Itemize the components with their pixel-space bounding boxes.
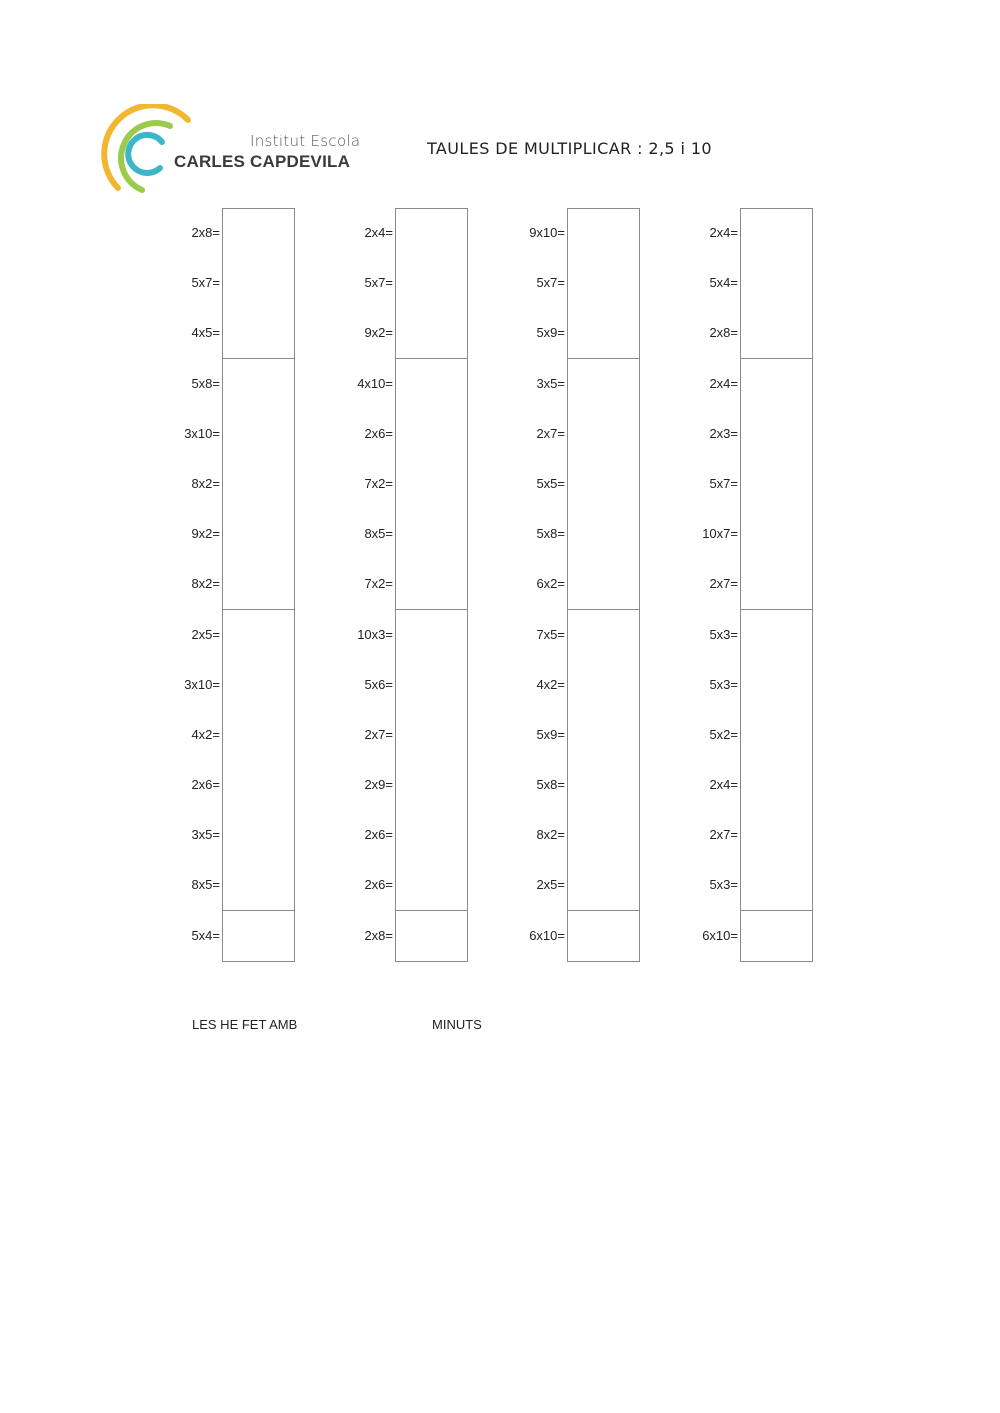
- answer-box[interactable]: [395, 359, 468, 410]
- exercise-row: [500, 459, 640, 509]
- exercise-label: 2x6=: [364, 877, 393, 893]
- exercise-label: 5x2=: [709, 726, 738, 742]
- exercise-label: 2x6=: [364, 827, 393, 843]
- exercise-label: 2x5=: [536, 877, 565, 893]
- exercise-label: 2x8=: [364, 927, 393, 943]
- exercise-label: 4x5=: [191, 325, 220, 341]
- exercise-row: [155, 710, 295, 760]
- exercise-row: [328, 409, 468, 459]
- exercise-label: 2x6=: [191, 777, 220, 793]
- exercise-label: 8x2=: [191, 576, 220, 592]
- answer-box[interactable]: [740, 710, 813, 761]
- answer-box[interactable]: [395, 660, 468, 711]
- exercise-label: 5x3=: [709, 676, 738, 692]
- school-logo: [98, 104, 360, 198]
- exercise-row: [155, 760, 295, 810]
- exercise-row: [673, 459, 813, 509]
- exercise-label: 8x2=: [191, 475, 220, 491]
- answer-box[interactable]: [395, 459, 468, 510]
- exercise-label: 5x7=: [536, 275, 565, 291]
- answer-box[interactable]: [740, 860, 813, 911]
- exercise-row: [328, 760, 468, 810]
- time-label-suffix: MINUTS: [432, 1017, 482, 1032]
- exercise-row: [673, 308, 813, 358]
- exercise-row: [328, 459, 468, 509]
- exercise-label: 5x9=: [536, 325, 565, 341]
- answer-box[interactable]: [567, 258, 640, 309]
- exercise-row: [673, 359, 813, 409]
- exercise-label: 9x2=: [191, 526, 220, 542]
- answer-box[interactable]: [222, 208, 295, 259]
- exercise-row: [328, 660, 468, 710]
- logo-arcs-icon: [98, 104, 198, 198]
- exercise-row: [500, 610, 640, 660]
- exercise-label: 7x2=: [364, 576, 393, 592]
- exercise-column: [155, 208, 295, 961]
- answer-box[interactable]: [395, 911, 468, 962]
- exercise-row: [673, 660, 813, 710]
- answer-box[interactable]: [567, 208, 640, 259]
- exercise-label: 2x7=: [536, 425, 565, 441]
- exercise-row: [155, 810, 295, 860]
- exercise-label: 2x8=: [191, 225, 220, 240]
- exercise-row: [328, 208, 468, 258]
- exercise-row: [328, 559, 468, 609]
- exercise-row: [673, 409, 813, 459]
- answer-box[interactable]: [567, 559, 640, 610]
- answer-box[interactable]: [740, 760, 813, 811]
- exercise-label: 6x2=: [536, 576, 565, 592]
- answer-box[interactable]: [740, 359, 813, 410]
- exercise-row: [673, 509, 813, 559]
- exercise-label: 2x7=: [709, 827, 738, 843]
- exercise-label: 9x2=: [364, 325, 393, 341]
- answer-box[interactable]: [395, 860, 468, 911]
- answer-box[interactable]: [395, 409, 468, 460]
- exercise-label: 2x6=: [364, 425, 393, 441]
- exercise-row: [673, 208, 813, 258]
- exercise-label: 3x5=: [536, 375, 565, 391]
- exercise-label: 7x5=: [536, 626, 565, 642]
- exercise-label: 4x2=: [191, 726, 220, 742]
- exercise-row: [500, 660, 640, 710]
- exercise-row: [500, 860, 640, 910]
- answer-box[interactable]: [740, 459, 813, 510]
- answer-box[interactable]: [222, 359, 295, 410]
- exercise-label: 2x4=: [709, 777, 738, 793]
- exercise-label: 5x9=: [536, 726, 565, 742]
- exercise-row: [155, 509, 295, 559]
- answer-box[interactable]: [567, 710, 640, 761]
- exercise-row: [500, 208, 640, 258]
- exercise-label: 2x7=: [364, 726, 393, 742]
- exercise-row: [155, 660, 295, 710]
- exercise-row: [500, 559, 640, 609]
- exercise-label: 8x2=: [536, 827, 565, 843]
- exercise-row: [155, 559, 295, 609]
- answer-box[interactable]: [222, 810, 295, 861]
- exercise-label: 8x5=: [191, 877, 220, 893]
- answer-box[interactable]: [222, 660, 295, 711]
- answer-box[interactable]: [740, 610, 813, 661]
- exercise-row: [500, 258, 640, 308]
- exercise-label: 2x7=: [709, 576, 738, 592]
- exercise-column: [673, 208, 813, 961]
- answer-box[interactable]: [567, 810, 640, 861]
- answer-box[interactable]: [740, 208, 813, 259]
- answer-box[interactable]: [395, 610, 468, 661]
- exercise-label: 4x2=: [536, 676, 565, 692]
- exercise-label: 3x5=: [191, 827, 220, 843]
- exercise-row: [155, 208, 295, 258]
- answer-box[interactable]: [740, 509, 813, 560]
- answer-box[interactable]: [222, 459, 295, 510]
- exercise-row: [673, 258, 813, 308]
- answer-box[interactable]: [740, 308, 813, 359]
- answer-box[interactable]: [740, 258, 813, 309]
- exercise-row: [673, 810, 813, 860]
- exercise-label: 8x5=: [364, 526, 393, 542]
- exercise-label: 5x4=: [709, 275, 738, 291]
- answer-box[interactable]: [740, 911, 813, 962]
- answer-box[interactable]: [222, 509, 295, 560]
- answer-box[interactable]: [567, 509, 640, 560]
- exercise-row: [673, 610, 813, 660]
- logo-school-type: Institut Escola: [250, 132, 361, 150]
- exercise-row: [328, 860, 468, 910]
- answer-box[interactable]: [567, 359, 640, 410]
- exercise-column: [500, 208, 640, 961]
- exercise-row: [500, 308, 640, 358]
- exercise-row: [155, 911, 295, 961]
- exercise-label: 2x9=: [364, 777, 393, 793]
- exercise-label: 5x8=: [536, 526, 565, 542]
- exercise-row: [328, 810, 468, 860]
- exercise-label: 5x8=: [536, 777, 565, 793]
- exercise-label: 2x4=: [709, 225, 738, 240]
- worksheet-title: TAULES DE MULTIPLICAR : 2,5 i 10: [427, 139, 712, 158]
- logo-school-name: CARLES CAPDEVILA: [174, 152, 351, 171]
- exercise-label: 2x4=: [709, 375, 738, 391]
- exercise-label: 9x10=: [529, 225, 565, 240]
- exercise-row: [155, 610, 295, 660]
- exercise-label: 5x4=: [191, 927, 220, 943]
- exercise-row: [500, 509, 640, 559]
- exercise-label: 2x3=: [709, 425, 738, 441]
- exercise-row: [500, 810, 640, 860]
- answer-box[interactable]: [395, 208, 468, 259]
- exercise-label: 5x6=: [364, 676, 393, 692]
- exercise-row: [328, 359, 468, 409]
- exercise-row: [328, 710, 468, 760]
- exercise-row: [328, 258, 468, 308]
- answer-box[interactable]: [222, 610, 295, 661]
- exercise-label: 3x10=: [184, 425, 220, 441]
- answer-box[interactable]: [740, 810, 813, 861]
- answer-box[interactable]: [567, 760, 640, 811]
- exercise-label: 5x8=: [191, 375, 220, 391]
- answer-box[interactable]: [395, 258, 468, 309]
- exercise-row: [155, 409, 295, 459]
- exercise-row: [155, 459, 295, 509]
- exercise-label: 3x10=: [184, 676, 220, 692]
- answer-box[interactable]: [395, 710, 468, 761]
- exercise-row: [673, 911, 813, 961]
- answer-box[interactable]: [567, 308, 640, 359]
- answer-box[interactable]: [222, 860, 295, 911]
- exercise-row: [155, 860, 295, 910]
- exercise-label: 6x10=: [702, 927, 738, 943]
- exercise-column: [328, 208, 468, 961]
- answer-box[interactable]: [222, 308, 295, 359]
- exercise-row: [500, 409, 640, 459]
- exercise-row: [328, 509, 468, 559]
- exercise-row: [500, 359, 640, 409]
- answer-box[interactable]: [222, 760, 295, 811]
- exercise-row: [673, 760, 813, 810]
- exercise-label: 5x3=: [709, 877, 738, 893]
- exercise-row: [155, 359, 295, 409]
- answer-box[interactable]: [222, 559, 295, 610]
- answer-box[interactable]: [222, 409, 295, 460]
- answer-box[interactable]: [740, 660, 813, 711]
- exercise-label: 2x8=: [709, 325, 738, 341]
- answer-box[interactable]: [567, 409, 640, 460]
- answer-box[interactable]: [567, 911, 640, 962]
- exercise-row: [500, 760, 640, 810]
- answer-box[interactable]: [395, 810, 468, 861]
- exercise-label: 4x10=: [357, 375, 393, 391]
- exercise-label: 5x3=: [709, 626, 738, 642]
- exercise-row: [673, 559, 813, 609]
- answer-box[interactable]: [395, 559, 468, 610]
- exercise-label: 2x4=: [364, 225, 393, 240]
- answer-box[interactable]: [740, 409, 813, 460]
- exercise-label: 10x7=: [702, 526, 738, 542]
- exercise-label: 7x2=: [364, 475, 393, 491]
- answer-box[interactable]: [567, 459, 640, 510]
- exercise-row: [155, 258, 295, 308]
- answer-box[interactable]: [395, 760, 468, 811]
- exercise-row: [155, 308, 295, 358]
- answer-box[interactable]: [222, 258, 295, 309]
- exercise-label: 5x7=: [191, 275, 220, 291]
- exercise-row: [500, 911, 640, 961]
- answer-box[interactable]: [567, 660, 640, 711]
- answer-box[interactable]: [567, 860, 640, 911]
- exercise-row: [500, 710, 640, 760]
- answer-box[interactable]: [740, 559, 813, 610]
- answer-box[interactable]: [395, 308, 468, 359]
- exercise-label: 6x10=: [529, 927, 565, 943]
- exercise-label: 10x3=: [357, 626, 393, 642]
- answer-box[interactable]: [222, 911, 295, 962]
- exercise-row: [328, 308, 468, 358]
- exercise-label: 5x5=: [536, 475, 565, 491]
- exercise-row: [673, 860, 813, 910]
- exercise-label: 5x7=: [709, 475, 738, 491]
- exercise-label: 5x7=: [364, 275, 393, 291]
- exercise-row: [328, 911, 468, 961]
- answer-box[interactable]: [567, 610, 640, 661]
- exercise-row: [328, 610, 468, 660]
- time-label-prefix: LES HE FET AMB: [192, 1017, 298, 1032]
- answer-box[interactable]: [222, 710, 295, 761]
- exercise-row: [673, 710, 813, 760]
- answer-box[interactable]: [395, 509, 468, 560]
- exercise-label: 2x5=: [191, 626, 220, 642]
